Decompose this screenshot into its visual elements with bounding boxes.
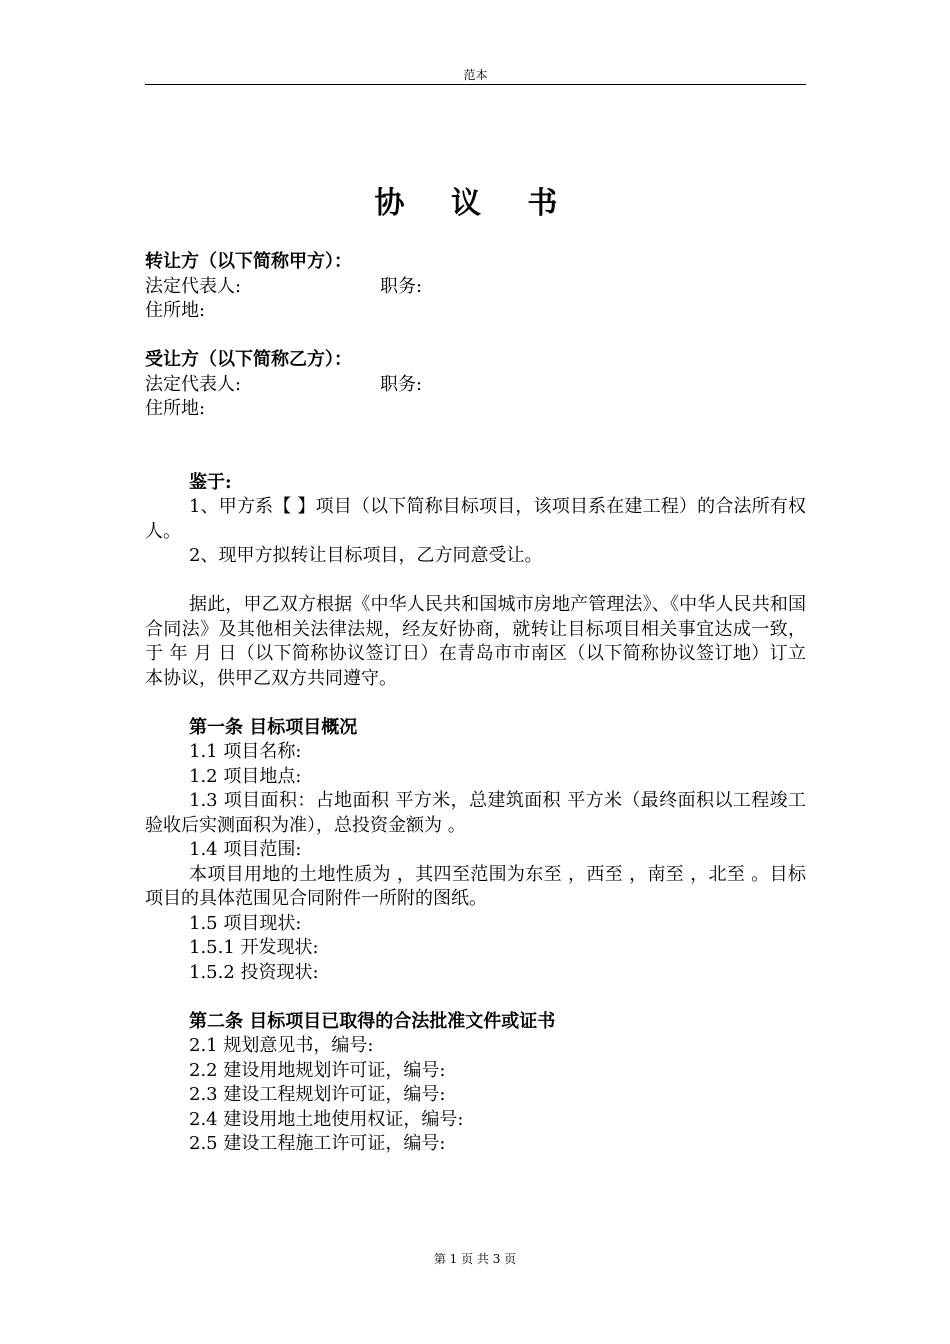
article-1-heading: 第一条 目标项目概况 (189, 716, 358, 738)
article-1-item: 1.1 项目名称: (189, 741, 302, 762)
document-body (145, 250, 806, 1157)
article-2-item: 2.5 建设工程施工许可证，编号: (189, 1133, 446, 1154)
preamble-paragraph: 据此，甲乙双方根据《中华人民共和国城市房地产管理法》、《中华人民共和国合同法》及其他相关法律法规，经友好协商，就转让目标项目相关事宜达成一致，于 年 月 日（以下简称协议签订日）在青岛市市南区（以下简称协议签订地）订立本协议，供甲乙双方共同遵守。 (145, 594, 806, 689)
header-rule (145, 84, 806, 85)
party-b-rep-row (145, 373, 806, 398)
article-1-item: 1.4 项目范围: (189, 839, 302, 860)
page-header: 范本 (463, 68, 488, 82)
party-b-position-label: 职务: (380, 373, 423, 395)
document-title: 协 议 书 (374, 186, 576, 221)
party-a-heading: 转让方（以下简称甲方）： (145, 251, 352, 272)
article-2-heading: 第二条 目标项目已取得的合法批准文件或证书 (189, 1010, 556, 1032)
party-a-rep-label: 法定代表人: (145, 275, 242, 297)
party-b-rep-label: 法定代表人: (145, 373, 242, 395)
article-1-item: 1.5.1 开发现状: (189, 937, 319, 958)
whereas-item: 1、甲方系【 】项目（以下简称目标项目，该项目系在建工程）的合法所有权人。 (145, 496, 806, 542)
party-b-heading: 受让方（以下简称乙方）： (145, 349, 352, 370)
article-1-item: 1.5 项目现状: (189, 912, 302, 934)
article-1-item: 本项目用地的土地性质为 ，其四至范围为东至 ，西至 ，南至 ，北至 。目标项目的具体范围见合同附件一所附的图纸。 (145, 863, 806, 909)
article-2-item: 2.1 规划意见书，编号: (189, 1035, 374, 1056)
article-1-item: 1.2 项目地点: (189, 765, 302, 787)
party-b-address-label: 住所地: (145, 398, 206, 419)
page-footer: 第 1 页 共 3 页 (433, 1252, 517, 1266)
party-a-rep-row (145, 275, 806, 300)
article-1-item: 1.5.2 投资现状: (189, 961, 319, 983)
whereas-heading: 鉴于: (189, 471, 232, 493)
article-2-item: 2.4 建设用地土地使用权证，编号: (189, 1108, 464, 1130)
article-1-item: 1.3 项目面积：占地面积 平方米，总建筑面积 平方米（最终面积以工程竣工验收后实测面积为准），总投资金额为 。 (145, 790, 806, 836)
party-a-position-label: 职务: (380, 275, 423, 297)
article-2-item: 2.2 建设用地规划许可证，编号: (189, 1059, 446, 1081)
article-2-item: 2.3 建设工程规划许可证，编号: (189, 1084, 446, 1105)
whereas-item: 2、现甲方拟转让目标项目，乙方同意受让。 (189, 545, 543, 566)
party-a-address-label: 住所地: (145, 300, 206, 321)
